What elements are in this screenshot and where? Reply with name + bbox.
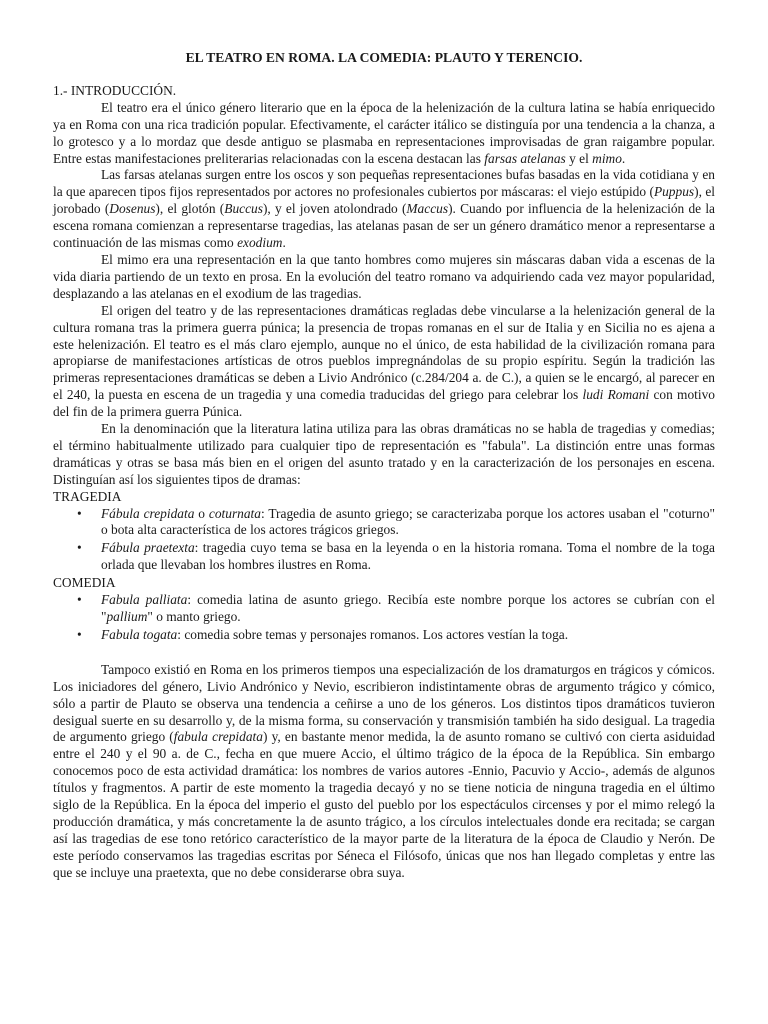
text-run: El origen del teatro y de las representaciones dramáticas regladas debe vincularse a la helenización general de la cultura romana tras la primera guerra púnica; la presencia de tropas romanas en el sur de Italia y en Sicilia no es ajena a este helenización. El teatro es el más claro ejemplo, aunque no el único, de esta habilidad de la civilización romana para apropiarse de manifestaciones artísticas de otros pueblos impregnándolas de su propio espíritu. Según la tradición las primeras representaciones dramáticas se deben a Livio Andrónico (c.284/204 a. de C.), a quien se le encargó, al parecer en el 240, la puesta en escena de un tragedia y una comedia traducidas del griego para celebrar los	[53, 302, 715, 403]
paragraph	[53, 252, 715, 303]
italic-text: exodium	[237, 235, 283, 251]
italic-text: fabula crepidata	[173, 729, 263, 745]
text-run: .	[621, 150, 626, 166]
text-run: ), y el joven atolondrado (	[262, 201, 407, 217]
text-run: y el	[565, 150, 593, 166]
paragraph	[53, 421, 715, 489]
text-run: : comedia sobre temas y personajes romanos. Los actores vestían la toga.	[177, 626, 569, 642]
bullet-icon: •	[77, 540, 82, 556]
text-run: o	[194, 505, 209, 521]
italic-text: pallium	[106, 609, 148, 624]
paragraph	[53, 100, 715, 168]
italic-text: Fabula togata	[101, 626, 178, 642]
text-run: ) y, en bastante menor medida, la de asunto romano se cultivó con cierta asiduidad entre el 240 y el 90 a. de C., fecha en que muere Accio, el último trágico de la época de la República. Sin embargo conocemos poco de esta actividad dramática: los nombres de varios autores -Ennio, Pacuvio y Accio-, además de algunos títulos y fragmentos. A partir de este momento la tragedia decayó y no se tiene noticia de ninguna tragedia en el último siglo de la República. En la época del imperio el gusto del pueblo por los espectáculos circenses y por el mimo relegó la producción dramática, y más concretamente la de asunto trágico, a los círculos intelectuales donde era recitada; se cargan así las tragedias de ese tono retórico característico de la mayor parte de la literatura de la época de Claudio y Nerón. De este período conservamos las tragedias escritas por Séneca el Filósofo, únicas que nos han llegado completas y entre las que se incluye una praetexta, que no debe considerarse obra suya.	[53, 729, 715, 880]
italic-text: farsas atelanas	[484, 150, 566, 166]
list-item	[77, 505, 715, 540]
comedia-list	[53, 592, 715, 644]
text-run: ), el jorobado (	[53, 184, 715, 217]
text-run: El teatro era el único género literario que en la época de la helenización de la cultura latina se había enriquecido ya en Roma con una rica tradición popular. Efectivamente, el carácter itálico se distinguía por una tendencia a la chanza, a lo grotesco y a lo mordaz que desde antiguo se plasmaba en representaciones improvisadas de gran raigambre popular. Entre estas manifestaciones preliterarias relacionadas con la escena destacan las	[53, 99, 715, 166]
italic-text: Fabula palliata	[101, 592, 188, 608]
italic-text: coturnata	[208, 505, 261, 521]
italic-text: Fábula praetexta	[101, 540, 195, 556]
comedia-label: COMEDIA	[53, 575, 116, 591]
section-heading: 1.- INTRODUCCIÓN.	[53, 82, 177, 98]
text-run: Las farsas atelanas surgen entre los oscos y son pequeñas representaciones bufas basadas en la vida cotidiana y en la que aparecen tipos fijos representados por actores no profesionales cubiertos por máscaras: el viejo estúpido (	[53, 167, 715, 200]
text-run: ), el glotón (	[155, 201, 225, 217]
list-item	[77, 540, 715, 574]
italic-text: Fábula crepidata	[101, 505, 195, 521]
paragraph	[53, 167, 715, 252]
italic-text: ludi Romani	[582, 387, 650, 403]
text-run: ). Cuando por influencia de la helenización de la escena romana comienzan a representarse tragedias, las atelanas pasan de ser un género dramático menor a representarse a continuación de las mismas como	[53, 201, 715, 251]
text-run: .	[282, 235, 286, 251]
paragraph-spacer	[53, 645, 715, 662]
list-item	[77, 592, 716, 626]
text-run: con motivo del fin de la primera guerra Púnica.	[53, 387, 715, 420]
paragraph	[53, 303, 715, 421]
tragedia-label: TRAGEDIA	[53, 488, 122, 504]
bullet-icon: •	[77, 505, 82, 521]
document-title: EL TEATRO EN ROMA. LA COMEDIA: PLAUTO Y TERENCIO.	[185, 50, 583, 65]
bullet-icon: •	[77, 626, 82, 642]
italic-text: Puppus	[653, 184, 695, 200]
italic-text: mimo	[592, 150, 622, 166]
text-run: Tampoco existió en Roma en los primeros tiempos una especialización de los dramaturgos en trágicos y cómicos. Los iniciadores del género, Livio Andrónico y Nevio, escribieron indistintamente obras de argumento trágico y cómico, sólo a partir de Plauto se observa una tendencia a ceñirse a uno de los géneros. Los distintos tipos dramáticos tuvieron desigual suerte en su desarrollo y, de la misma forma, su conservación y transmisión también ha sido desigual. La tragedia de argumento griego (	[53, 661, 715, 745]
italic-text: Buccus	[224, 201, 263, 217]
document-page	[53, 50, 715, 882]
italic-text: Maccus	[406, 201, 449, 217]
text-run: : comedia latina de asunto griego. Recibía este nombre porque los actores se cubrían con el "	[101, 592, 716, 624]
tragedia-list	[53, 506, 715, 575]
list-item	[77, 626, 715, 644]
text-run: : Tragedia de asunto griego; se caracterizaba porque los actores usaban el "coturno" o bota alta característica de los actores trágicos griegos.	[101, 505, 715, 538]
text-run: : tragedia cuyo tema se basa en la leyenda o en la historia romana. Toma el nombre de la toga orlada que llevaban los hombres ilustres en Roma.	[101, 540, 715, 573]
text-run: En la denominación que la literatura latina utiliza para las obras dramáticas no se habla de tragedias y comedias; el término habitualmente utilizado para cualquier tipo de representación es "fabula". La distinción entre unas formas dramáticas y otras se basa más bien en el origen del asunto tratado y en la caracterización de los personajes en escena. Distinguían así los siguientes tipos de dramas:	[53, 421, 715, 487]
italic-text: Dosenus	[109, 201, 156, 217]
text-run: " o manto griego.	[147, 609, 241, 624]
paragraph	[53, 662, 715, 882]
bullet-icon: •	[77, 592, 82, 608]
text-run: El mimo era una representación en la que tanto hombres como mujeres sin máscaras daban vida a escenas de la vida diaria partiendo de un texto en prosa. En la evolución del teatro romano va adquiriendo cada vez mayor popularidad, desplazando a las atelanas en el exodium de las tragedias.	[53, 251, 715, 301]
